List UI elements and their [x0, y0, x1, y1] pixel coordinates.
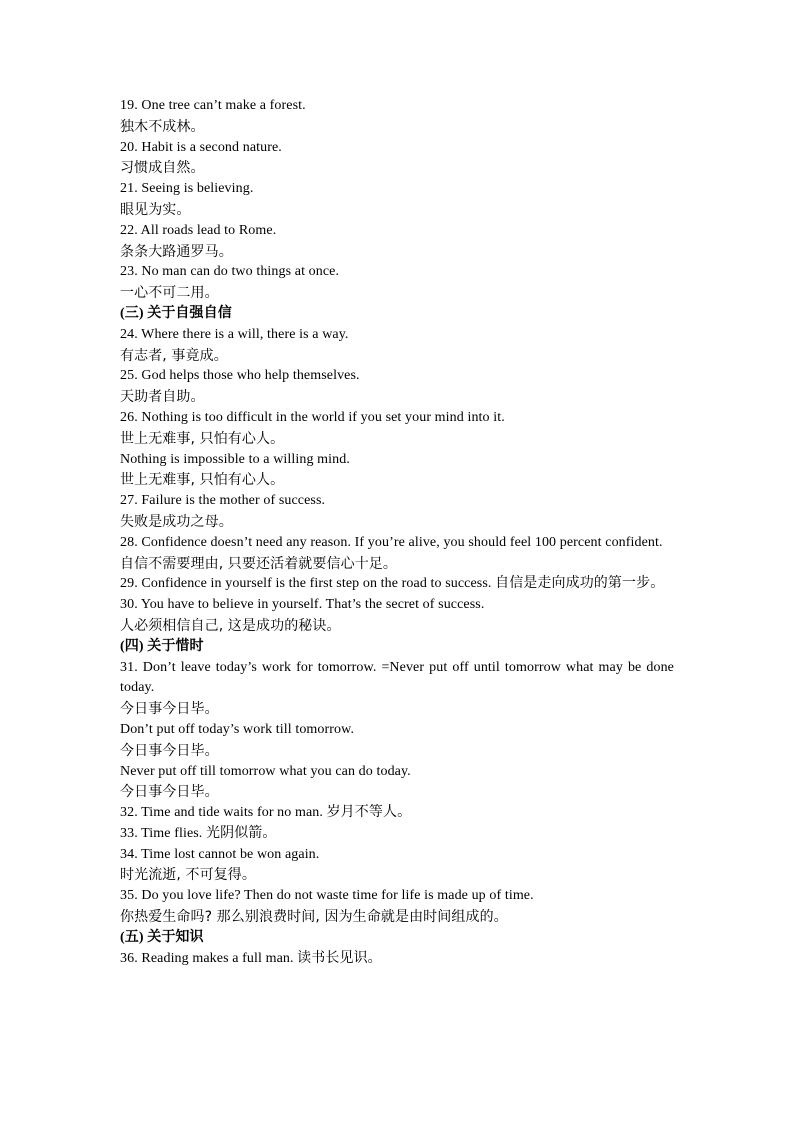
proverb-line: Never put off till tomorrow what you can do today. [120, 763, 411, 779]
proverb-line: 23. No man can do two things at once. [120, 264, 340, 280]
proverb-line: 19. One tree can’t make a forest. [120, 98, 306, 113]
chinese-translation-line: 自信不需要理由, 只要还活着就要信心十足。 [120, 555, 397, 572]
chinese-translation-line: 习惯成自然。 [120, 160, 205, 177]
proverb-line: 33. Time flies. 光阴似箭。 [120, 825, 277, 841]
chinese-translation-line: 失败是成功之母。 [120, 513, 233, 530]
proverb-line: 35. Do you love life? Then do not waste time for life is made up of time. [120, 888, 534, 904]
chinese-translation-line: 今日事今日毕。 [120, 742, 219, 759]
chinese-translation-line: 世上无难事, 只怕有心人。 [120, 430, 285, 447]
chinese-translation-line: 条条大路通罗马。 [120, 243, 233, 260]
proverb-line: 26. Nothing is too difficult in the world if you set your mind into it. [120, 409, 505, 425]
chinese-translation-line: 你热爱生命吗? 那么别浪费时间, 因为生命就是由时间组成的。 [120, 909, 508, 926]
proverb-line: 25. God helps those who help themselves. [120, 368, 360, 384]
chinese-translation-line: 时光流逝, 不可复得。 [120, 867, 256, 884]
chinese-translation-line: 一心不可二用。 [120, 285, 219, 302]
chinese-translation-line: 有志者, 事竟成。 [120, 347, 228, 364]
chinese-translation-line: 世上无难事, 只怕有心人。 [120, 472, 285, 489]
chinese-translation-line: 眼见为实。 [120, 201, 191, 218]
proverb-line: 20. Habit is a second nature. [120, 139, 282, 155]
proverb-line: 34. Time lost cannot be won again. [120, 846, 320, 862]
proverb-line: 36. Reading makes a full man. 读书长见识。 [120, 950, 382, 966]
document-body [120, 96, 674, 969]
proverb-line: 29. Confidence in yourself is the first step on the road to success. 自信是走向成功的第一步。 [120, 576, 665, 592]
proverb-line: 30. You have to believe in yourself. That’s the secret of success. [120, 597, 485, 613]
proverb-line: 27. Failure is the mother of success. [120, 493, 326, 509]
section-heading: (四) 关于惜时 [120, 638, 204, 654]
proverb-line: 22. All roads lead to Rome. [120, 222, 277, 238]
proverb-line: 31. Don’t leave today’s work for tomorrow. =Never put off until tomorrow what may be done today. [120, 659, 674, 696]
chinese-translation-line: 独木不成林。 [120, 118, 205, 135]
section-heading: (三) 关于自强自信 [120, 305, 232, 321]
proverb-line: 21. Seeing is believing. [120, 181, 254, 197]
chinese-translation-line: 今日事今日毕。 [120, 701, 219, 718]
proverb-line: Nothing is impossible to a willing mind. [120, 451, 350, 467]
chinese-translation-line: 今日事今日毕。 [120, 784, 219, 801]
proverb-line: 28. Confidence doesn’t need any reason. If you’re alive, you should feel 100 percent confident. [120, 534, 663, 550]
proverb-line: 32. Time and tide waits for no man. 岁月不等人。 [120, 805, 412, 821]
chinese-translation-line: 人必须相信自己, 这是成功的秘诀。 [120, 617, 341, 634]
section-heading: (五) 关于知识 [120, 929, 204, 945]
chinese-translation-line: 天助者自助。 [120, 389, 205, 406]
proverb-line: 24. Where there is a will, there is a way. [120, 326, 349, 342]
proverb-line: Don’t put off today’s work till tomorrow. [120, 721, 355, 737]
